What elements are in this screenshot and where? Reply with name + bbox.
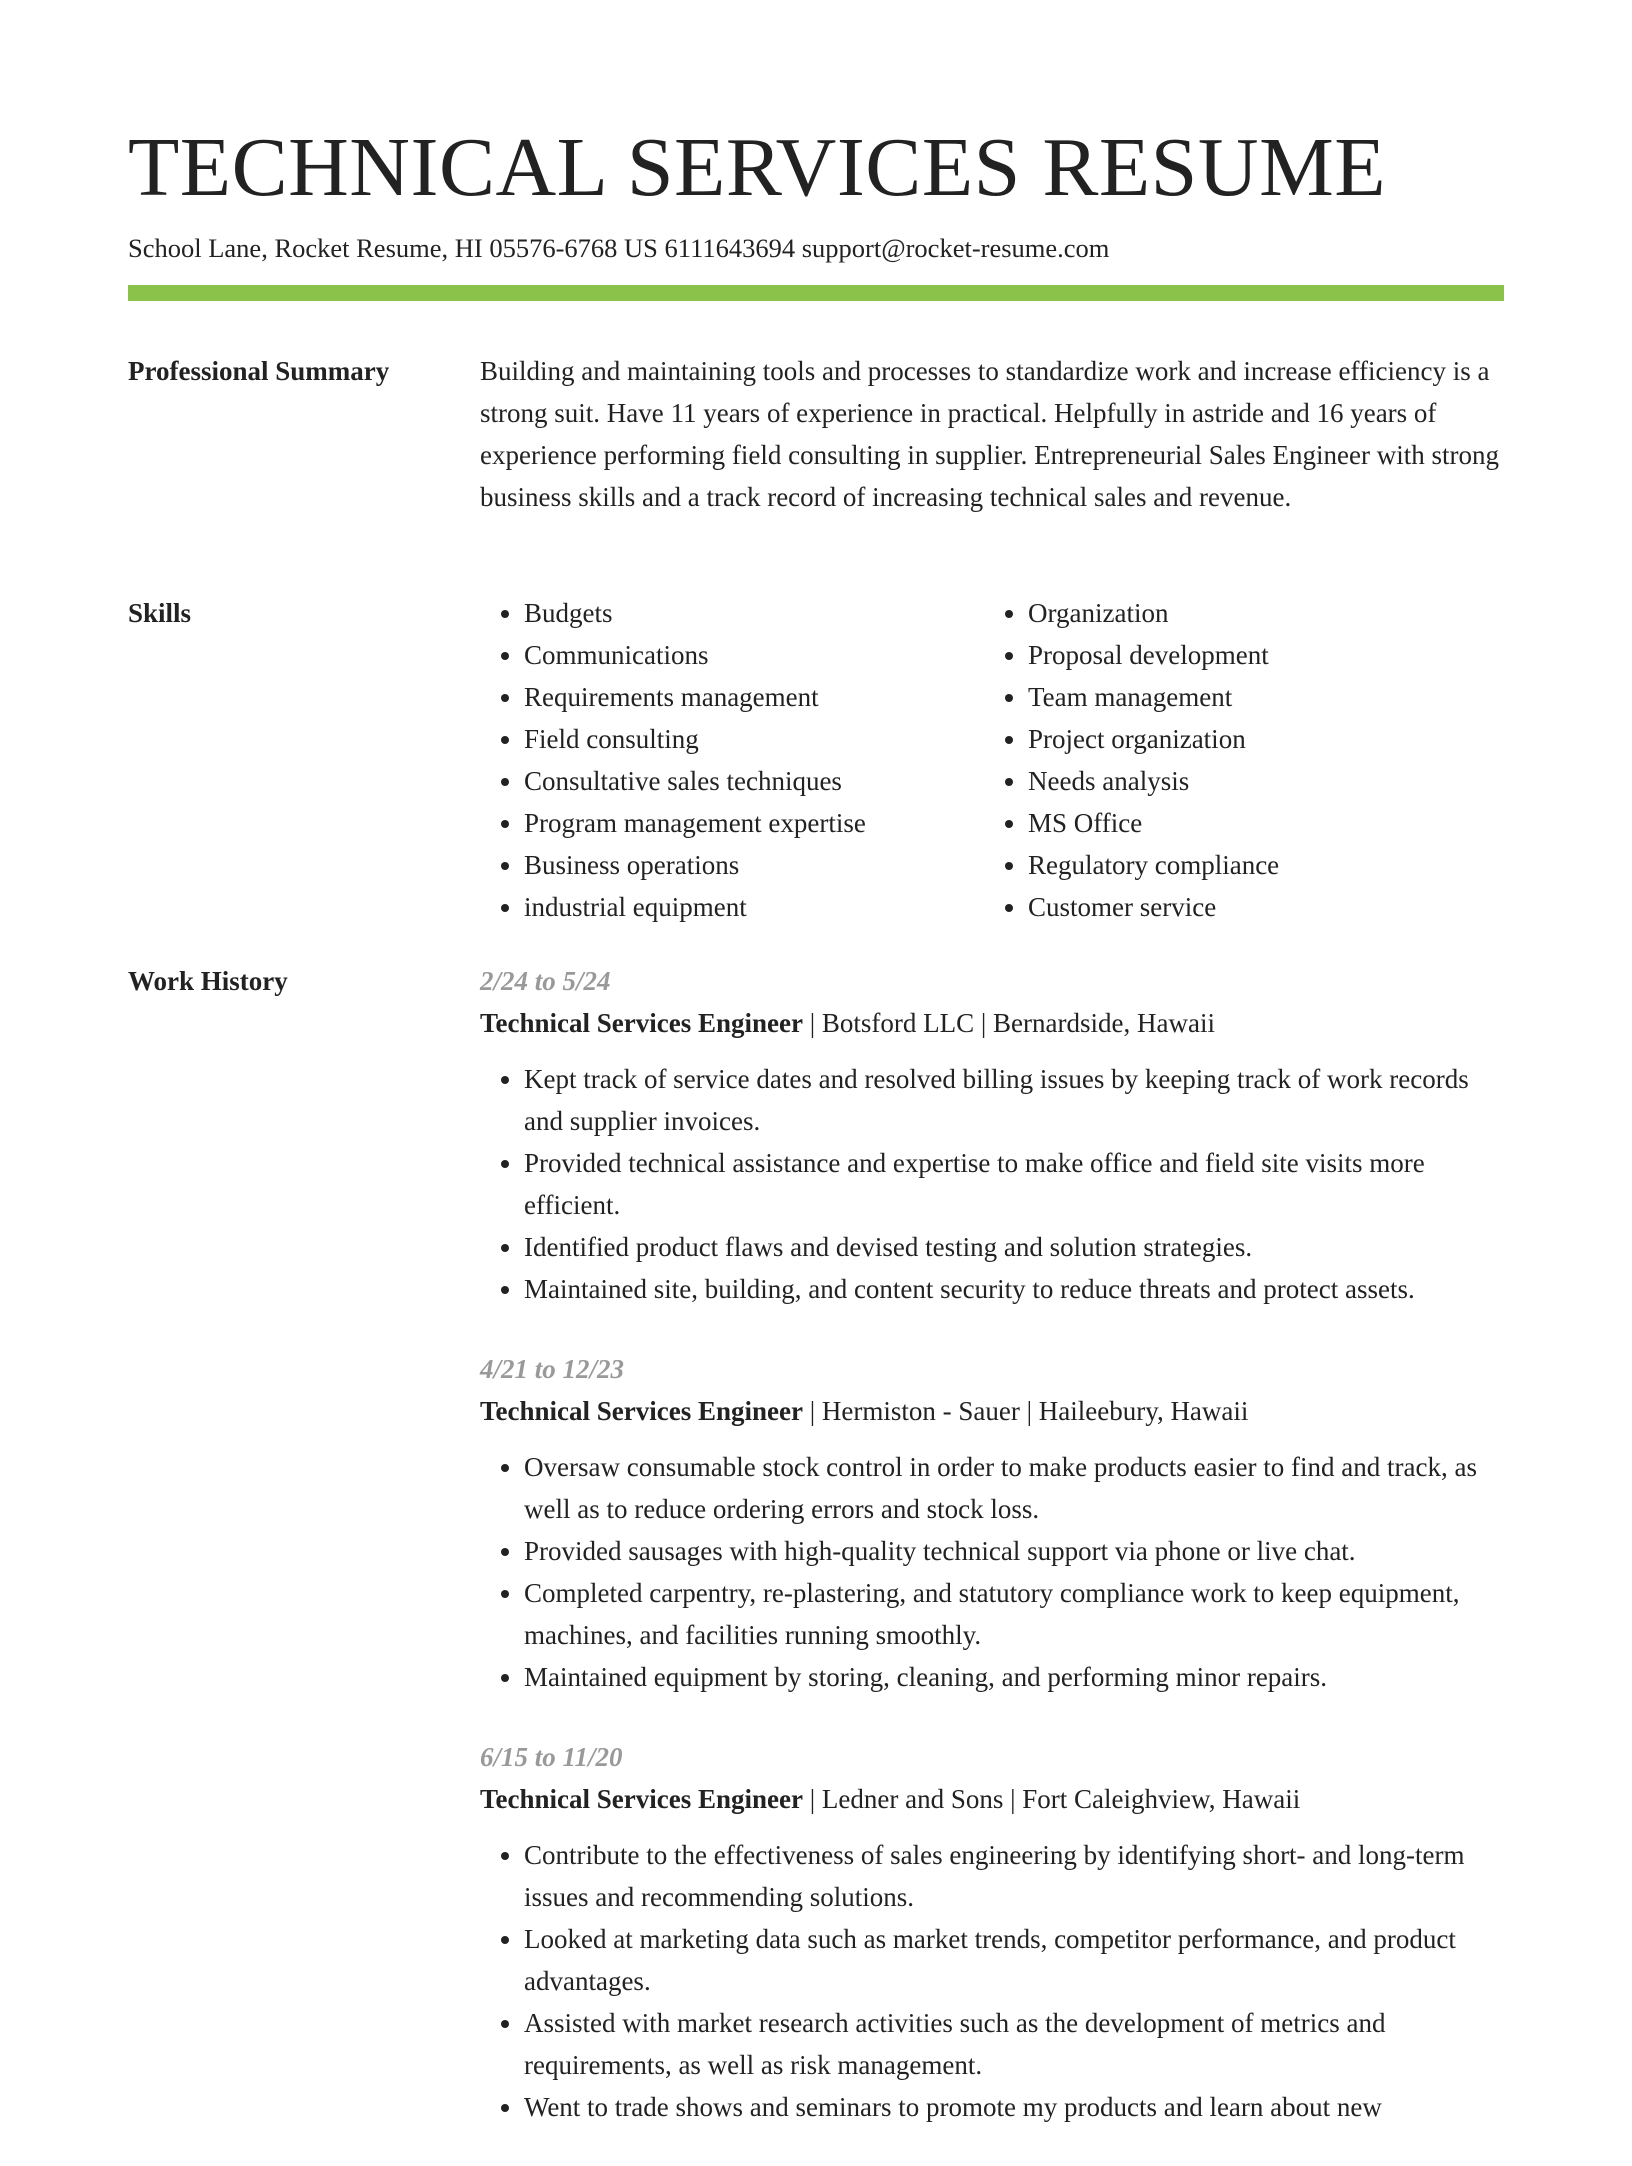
- job-bullets: [480, 1058, 1504, 1310]
- skill-item: • industrial equipment: [524, 886, 984, 928]
- resume-title: TECHNICAL SERVICES RESUME: [128, 121, 1387, 214]
- job-title: Technical Services Engineer: [480, 1784, 803, 1814]
- skills-list-right: [984, 592, 1488, 928]
- job-bullet: • Identified product flaws and devised testing and solution strategies.: [524, 1226, 1504, 1268]
- summary-text: Building and maintaining tools and processes to standardize work and increase efficiency is a strong suit. Have 11 years of experience in practical. Helpfully in astride and 16 years of experience performing field consulting in supplier. Entrepreneurial Sales Engineer with strong business skills and a track record of increasing technical sales and revenue.: [480, 356, 1499, 512]
- skill-item: • Requirements management: [524, 676, 984, 718]
- job-bullet: • Assisted with market research activities such as the development of metrics and requirements, as well as risk management.: [524, 2002, 1504, 2086]
- job-bullet: • Oversaw consumable stock control in order to make products easier to find and track, as well as to reduce ordering errors and stock loss.: [524, 1446, 1504, 1530]
- skill-item: • Budgets: [524, 592, 984, 634]
- skill-item: • Team management: [1028, 676, 1488, 718]
- skill-item: • Communications: [524, 634, 984, 676]
- skills-heading: Skills: [128, 598, 192, 628]
- job-employer-location: | Ledner and Sons | Fort Caleighview, Hawaii: [802, 1784, 1301, 1814]
- job-bullet: • Maintained site, building, and content security to reduce threats and protect assets.: [524, 1268, 1504, 1310]
- skill-item: • Business operations: [524, 844, 984, 886]
- job-entry: [480, 960, 1504, 1310]
- job-bullet: • Completed carpentry, re-plastering, and statutory compliance work to keep equipment, machines, and facilities running smoothly.: [524, 1572, 1504, 1656]
- job-bullets: [480, 1446, 1504, 1698]
- skills-list-left: [480, 592, 984, 928]
- job-heading: [480, 1390, 1504, 1432]
- work-history-heading: Work History: [128, 966, 288, 996]
- skill-item: • MS Office: [1028, 802, 1488, 844]
- job-bullet: • Provided technical assistance and expertise to make office and field site visits more efficient.: [524, 1142, 1504, 1226]
- job-entry: [480, 1348, 1504, 1698]
- job-bullet: • Maintained equipment by storing, cleaning, and performing minor repairs.: [524, 1656, 1504, 1698]
- skill-item: • Project organization: [1028, 718, 1488, 760]
- work-history-body: [480, 960, 1504, 2166]
- job-employer-location: | Hermiston - Sauer | Haileebury, Hawaii: [802, 1396, 1249, 1426]
- skill-item: • Proposal development: [1028, 634, 1488, 676]
- job-bullet: • Provided sausages with high-quality technical support via phone or live chat.: [524, 1530, 1504, 1572]
- skill-item: • Organization: [1028, 592, 1488, 634]
- summary-heading: Professional Summary: [128, 356, 390, 386]
- contact-line: School Lane, Rocket Resume, HI 05576-6768 US 6111643694 support@rocket-resume.com: [128, 233, 1110, 263]
- job-dates: 6/15 to 11/20: [480, 1742, 623, 1772]
- header-divider: [128, 285, 1504, 301]
- job-bullet: • Contribute to the effectiveness of sales engineering by identifying short- and long-term issues and recommending solutions.: [524, 1834, 1504, 1918]
- skills-columns: [480, 592, 1504, 928]
- job-employer-location: | Botsford LLC | Bernardside, Hawaii: [802, 1008, 1215, 1038]
- job-dates: 4/21 to 12/23: [480, 1354, 625, 1384]
- job-title: Technical Services Engineer: [480, 1008, 803, 1038]
- skill-item: • Regulatory compliance: [1028, 844, 1488, 886]
- skill-item: • Field consulting: [524, 718, 984, 760]
- skill-item: • Program management expertise: [524, 802, 984, 844]
- job-bullets: [480, 1834, 1504, 2128]
- job-title: Technical Services Engineer: [480, 1396, 803, 1426]
- skill-item: • Customer service: [1028, 886, 1488, 928]
- summary-body: [480, 350, 1504, 518]
- job-bullet: • Went to trade shows and seminars to promote my products and learn about new: [524, 2086, 1504, 2128]
- job-heading: [480, 1778, 1504, 1820]
- job-heading: [480, 1002, 1504, 1044]
- job-bullet: • Looked at marketing data such as market trends, competitor performance, and product advantages.: [524, 1918, 1504, 2002]
- job-bullet: • Kept track of service dates and resolved billing issues by keeping track of work records and supplier invoices.: [524, 1058, 1504, 1142]
- skills-body: [480, 592, 1504, 928]
- job-dates: 2/24 to 5/24: [480, 966, 611, 996]
- skill-item: • Consultative sales techniques: [524, 760, 984, 802]
- skill-item: • Needs analysis: [1028, 760, 1488, 802]
- job-entry: [480, 1736, 1504, 2128]
